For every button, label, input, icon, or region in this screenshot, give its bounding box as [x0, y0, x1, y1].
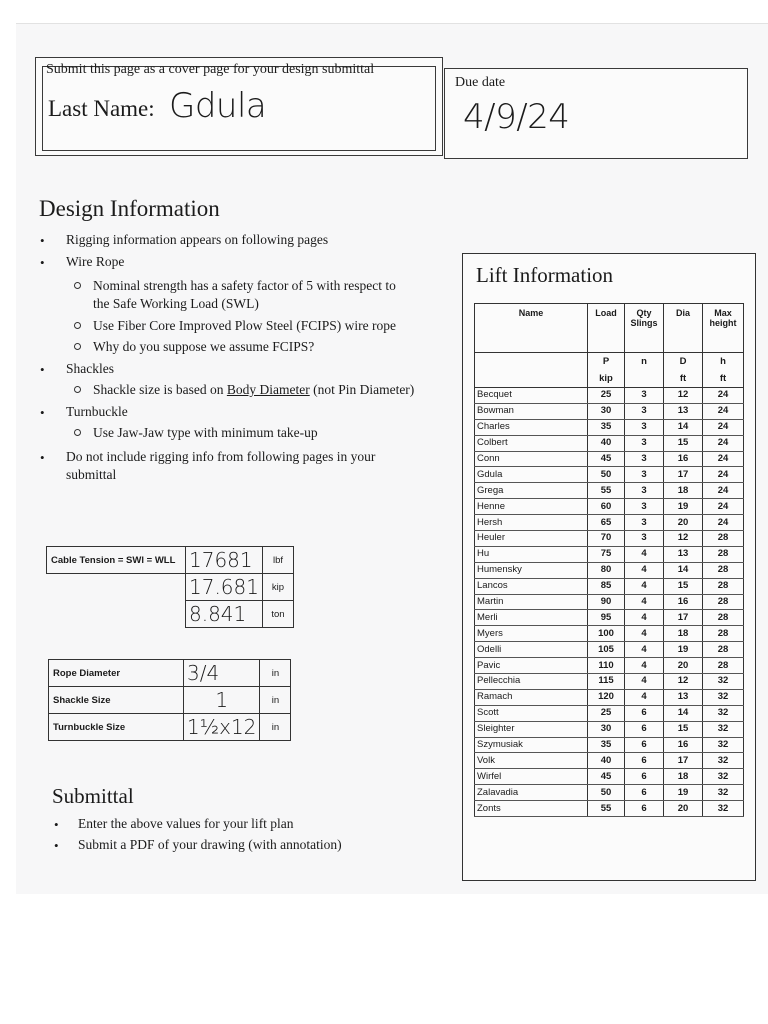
lift-cell-load: 50	[588, 467, 625, 483]
lift-cell-dia: 19	[664, 499, 703, 515]
lift-cell-qty: 3	[625, 419, 664, 435]
lift-cell-dia: 15	[664, 578, 703, 594]
lift-cell-dia: 12	[664, 674, 703, 690]
lift-cell-dia: 12	[664, 388, 703, 404]
lift-cell-qty: 6	[625, 801, 664, 817]
tension-value-lbf: 17681	[186, 547, 263, 574]
lift-cell-name: Charles	[475, 419, 588, 435]
sub-bullet-ring	[74, 429, 81, 436]
submittal-item: Enter the above values for your lift plan	[78, 816, 294, 831]
lift-cell-height: 24	[703, 403, 744, 419]
tension-unit-kip: kip	[262, 574, 293, 601]
bullet-dot: •	[40, 405, 45, 420]
lift-cell-dia: 16	[664, 451, 703, 467]
lift-cell-height: 24	[703, 483, 744, 499]
sub-fcips: Use Fiber Core Improved Plow Steel (FCIPS) wire rope	[93, 318, 396, 333]
sub-bullet-ring	[74, 343, 81, 350]
lift-cell-name: Myers	[475, 626, 588, 642]
lift-cell-qty: 6	[625, 705, 664, 721]
bullet-donot-line2: submittal	[66, 467, 117, 482]
sub-shackle-post: (not Pin Diameter)	[309, 382, 415, 397]
lift-cell-name: Ramach	[475, 689, 588, 705]
table-row	[475, 403, 744, 419]
sub-shackle-underline: Body Diameter	[226, 382, 310, 397]
unit-cell: kip	[588, 371, 625, 388]
bullet-donot-line1: Do not include rigging info from following pages in your	[66, 449, 376, 464]
page-top-border	[16, 23, 768, 24]
design-info-heading: Design Information	[39, 196, 220, 221]
lift-cell-dia: 15	[664, 435, 703, 451]
lift-symbol-row	[475, 353, 744, 372]
submittal-heading: Submittal	[52, 784, 134, 808]
shackle-size-unit: in	[260, 687, 291, 714]
lift-header-max-height: Max height	[703, 304, 744, 353]
lift-cell-height: 32	[703, 801, 744, 817]
lift-cell-name: Heuler	[475, 531, 588, 547]
lift-cell-qty: 4	[625, 594, 664, 610]
lift-cell-load: 90	[588, 594, 625, 610]
lift-cell-qty: 3	[625, 451, 664, 467]
tension-unit-lbf: lbf	[262, 547, 293, 574]
lift-cell-dia: 19	[664, 642, 703, 658]
sub-why-fcips: Why do you suppose we assume FCIPS?	[93, 339, 315, 354]
lift-cell-height: 28	[703, 531, 744, 547]
lift-cell-qty: 3	[625, 403, 664, 419]
unit-cell	[475, 371, 588, 388]
table-row	[475, 642, 744, 658]
unit-cell: ft	[703, 371, 744, 388]
table-row	[475, 721, 744, 737]
lift-cell-qty: 6	[625, 769, 664, 785]
sub-turnbuckle: Use Jaw-Jaw type with minimum take-up	[93, 425, 318, 440]
lift-cell-load: 75	[588, 546, 625, 562]
lift-cell-load: 115	[588, 674, 625, 690]
cable-tension-table	[46, 546, 294, 628]
lift-cell-name: Grega	[475, 483, 588, 499]
lift-info-heading: Lift Information	[476, 263, 614, 287]
due-date-box	[444, 68, 748, 159]
sub-shackle-pre: Shackle size is based on	[93, 382, 227, 397]
table-row	[475, 435, 744, 451]
lift-cell-qty: 3	[625, 515, 664, 531]
lift-cell-load: 55	[588, 801, 625, 817]
lift-cell-height: 28	[703, 626, 744, 642]
lift-cell-load: 60	[588, 499, 625, 515]
table-row	[475, 689, 744, 705]
lift-cell-height: 32	[703, 769, 744, 785]
lift-cell-dia: 13	[664, 403, 703, 419]
lift-cell-dia: 20	[664, 658, 703, 674]
table-row	[475, 451, 744, 467]
lift-cell-dia: 13	[664, 546, 703, 562]
table-row	[475, 483, 744, 499]
lift-cell-dia: 14	[664, 705, 703, 721]
lift-cell-height: 24	[703, 499, 744, 515]
lift-cell-height: 28	[703, 578, 744, 594]
lift-cell-dia: 18	[664, 626, 703, 642]
lift-cell-load: 45	[588, 769, 625, 785]
table-row	[475, 388, 744, 404]
lift-cell-load: 65	[588, 515, 625, 531]
lift-cell-height: 32	[703, 737, 744, 753]
lift-cell-name: Zalavadia	[475, 785, 588, 801]
lift-cell-load: 40	[588, 435, 625, 451]
symbol-cell: h	[703, 353, 744, 372]
lift-cell-height: 32	[703, 674, 744, 690]
turnbuckle-size-label: Turnbuckle Size	[49, 714, 184, 741]
tension-row	[47, 547, 294, 574]
bullet-dot: •	[54, 838, 59, 853]
lift-cell-dia: 17	[664, 753, 703, 769]
lift-cell-dia: 16	[664, 594, 703, 610]
lift-cell-height: 28	[703, 658, 744, 674]
lift-cell-load: 120	[588, 689, 625, 705]
lift-cell-qty: 6	[625, 721, 664, 737]
symbol-cell: D	[664, 353, 703, 372]
lift-cell-dia: 19	[664, 785, 703, 801]
lift-info-table	[474, 303, 744, 817]
lift-cell-height: 32	[703, 785, 744, 801]
bullet-rigging: Rigging information appears on following pages	[66, 232, 329, 247]
lift-cell-name: Scott	[475, 705, 588, 721]
lift-cell-dia: 15	[664, 721, 703, 737]
lift-cell-load: 35	[588, 419, 625, 435]
lift-header-name: Name	[475, 304, 588, 353]
table-row	[475, 594, 744, 610]
lift-cell-name: Szymusiak	[475, 737, 588, 753]
table-row	[475, 419, 744, 435]
lift-cell-height: 32	[703, 705, 744, 721]
symbol-cell: n	[625, 353, 664, 372]
bullet-turnbuckle: Turnbuckle	[66, 404, 128, 419]
lift-cell-dia: 20	[664, 801, 703, 817]
lift-cell-qty: 3	[625, 388, 664, 404]
lift-cell-qty: 4	[625, 546, 664, 562]
tension-row	[47, 601, 294, 628]
sizes-table	[48, 659, 291, 741]
lift-cell-height: 24	[703, 388, 744, 404]
lift-table-body	[475, 353, 744, 817]
lift-unit-row	[475, 371, 744, 388]
table-row	[475, 499, 744, 515]
lift-cell-dia: 20	[664, 515, 703, 531]
rope-diameter-unit: in	[260, 660, 291, 687]
tension-value-ton: 8.841	[186, 601, 263, 628]
lift-cell-load: 25	[588, 388, 625, 404]
lift-cell-load: 45	[588, 451, 625, 467]
lift-cell-name: Odelli	[475, 642, 588, 658]
lift-cell-dia: 16	[664, 737, 703, 753]
tension-unit-ton: ton	[262, 601, 293, 628]
lift-cell-load: 100	[588, 626, 625, 642]
lift-cell-load: 30	[588, 403, 625, 419]
cover-instruction: Submit this page as a cover page for your design submittal	[46, 62, 375, 77]
lift-cell-dia: 12	[664, 531, 703, 547]
lift-cell-load: 50	[588, 785, 625, 801]
lift-cell-qty: 4	[625, 562, 664, 578]
bullet-dot: •	[40, 233, 45, 248]
lift-cell-name: Henne	[475, 499, 588, 515]
lift-cell-qty: 3	[625, 483, 664, 499]
lift-header-qty: Qty Slings	[625, 304, 664, 353]
sub-bullet-ring	[74, 386, 81, 393]
lift-cell-name: Martin	[475, 594, 588, 610]
lift-cell-load: 80	[588, 562, 625, 578]
unit-cell	[625, 371, 664, 388]
lift-cell-height: 32	[703, 721, 744, 737]
sub-nominal-line1: Nominal strength has a safety factor of 5 with respect to	[93, 278, 396, 293]
lift-cell-name: Bowman	[475, 403, 588, 419]
lift-cell-qty: 4	[625, 674, 664, 690]
lift-cell-qty: 6	[625, 737, 664, 753]
lift-cell-qty: 4	[625, 610, 664, 626]
lift-cell-load: 25	[588, 705, 625, 721]
lift-header-row	[475, 304, 744, 353]
lift-cell-dia: 17	[664, 610, 703, 626]
lift-cell-load: 40	[588, 753, 625, 769]
lift-cell-load: 110	[588, 658, 625, 674]
symbol-cell: P	[588, 353, 625, 372]
bullet-shackles: Shackles	[66, 361, 114, 376]
bullet-dot: •	[40, 450, 45, 465]
rope-diameter-value: 3/4	[184, 660, 260, 687]
due-date-value: 4/9/24	[463, 97, 570, 137]
sub-nominal-line2: the Safe Working Load (SWL)	[93, 296, 259, 311]
submittal-item: Submit a PDF of your drawing (with annotation)	[78, 837, 342, 852]
lift-cell-height: 28	[703, 610, 744, 626]
lift-cell-name: Hersh	[475, 515, 588, 531]
due-date-label: Due date	[455, 75, 506, 90]
turnbuckle-size-unit: in	[260, 714, 291, 741]
lift-cell-qty: 3	[625, 435, 664, 451]
size-row	[49, 660, 291, 687]
tension-row	[47, 574, 294, 601]
lift-cell-name: Hu	[475, 546, 588, 562]
table-row	[475, 578, 744, 594]
lift-cell-qty: 6	[625, 753, 664, 769]
lift-cell-dia: 13	[664, 689, 703, 705]
table-row	[475, 769, 744, 785]
table-row	[475, 610, 744, 626]
bullet-dot: •	[54, 817, 59, 832]
lift-cell-load: 35	[588, 737, 625, 753]
lift-cell-name: Gdula	[475, 467, 588, 483]
lift-cell-dia: 14	[664, 562, 703, 578]
table-row	[475, 737, 744, 753]
lift-cell-dia: 17	[664, 467, 703, 483]
symbol-cell	[475, 353, 588, 372]
sub-bullet-ring	[74, 322, 81, 329]
shackle-size-value: 1	[184, 687, 260, 714]
table-row	[475, 515, 744, 531]
lift-cell-qty: 4	[625, 689, 664, 705]
rope-diameter-label: Rope Diameter	[49, 660, 184, 687]
last-name-label: Last Name:	[48, 96, 155, 121]
lift-cell-name: Merli	[475, 610, 588, 626]
cover-box	[35, 57, 443, 156]
table-row	[475, 705, 744, 721]
last-name-value: Gdula	[169, 86, 267, 126]
lift-cell-name: Sleighter	[475, 721, 588, 737]
lift-cell-name: Colbert	[475, 435, 588, 451]
lift-cell-name: Pellecchia	[475, 674, 588, 690]
lift-cell-dia: 18	[664, 769, 703, 785]
table-row	[475, 626, 744, 642]
table-row	[475, 531, 744, 547]
lift-cell-name: Wirfel	[475, 769, 588, 785]
lift-cell-load: 105	[588, 642, 625, 658]
bullet-dot: •	[40, 255, 45, 270]
lift-cell-name: Zonts	[475, 801, 588, 817]
lift-cell-height: 28	[703, 546, 744, 562]
lift-cell-qty: 3	[625, 467, 664, 483]
lift-cell-load: 95	[588, 610, 625, 626]
lift-cell-load: 30	[588, 721, 625, 737]
lift-cell-name: Pavic	[475, 658, 588, 674]
lift-cell-name: Volk	[475, 753, 588, 769]
lift-cell-qty: 4	[625, 578, 664, 594]
lift-cell-name: Lancos	[475, 578, 588, 594]
lift-cell-height: 24	[703, 419, 744, 435]
bullet-dot: •	[40, 362, 45, 377]
lift-cell-height: 24	[703, 467, 744, 483]
lift-cell-dia: 14	[664, 419, 703, 435]
lift-header-dia: Dia	[664, 304, 703, 353]
table-row	[475, 753, 744, 769]
table-row	[475, 467, 744, 483]
tension-label: Cable Tension = SWl = WLL	[47, 547, 186, 574]
unit-cell: ft	[664, 371, 703, 388]
sub-shackle	[93, 381, 414, 399]
table-row	[475, 658, 744, 674]
lift-cell-qty: 4	[625, 626, 664, 642]
lift-cell-load: 55	[588, 483, 625, 499]
lift-cell-height: 24	[703, 435, 744, 451]
table-row	[475, 785, 744, 801]
lift-cell-name: Humensky	[475, 562, 588, 578]
size-row	[49, 687, 291, 714]
lift-cell-load: 70	[588, 531, 625, 547]
lift-cell-qty: 6	[625, 785, 664, 801]
lift-cell-height: 32	[703, 753, 744, 769]
lift-cell-height: 28	[703, 562, 744, 578]
lift-header-load: Load	[588, 304, 625, 353]
size-row	[49, 714, 291, 741]
sub-bullet-ring	[74, 282, 81, 289]
table-row	[475, 801, 744, 817]
turnbuckle-size-value: 1½x12	[184, 714, 260, 741]
lift-cell-qty: 4	[625, 642, 664, 658]
lift-cell-dia: 18	[664, 483, 703, 499]
lift-cell-qty: 4	[625, 658, 664, 674]
table-row	[475, 546, 744, 562]
lift-cell-height: 32	[703, 689, 744, 705]
shackle-size-label: Shackle Size	[49, 687, 184, 714]
table-row	[475, 674, 744, 690]
lift-cell-height: 28	[703, 642, 744, 658]
lift-cell-qty: 3	[625, 499, 664, 515]
lift-cell-height: 24	[703, 515, 744, 531]
tension-value-kip: 17.681	[186, 574, 263, 601]
lift-cell-name: Becquet	[475, 388, 588, 404]
lift-cell-load: 85	[588, 578, 625, 594]
lift-cell-qty: 3	[625, 531, 664, 547]
lift-cell-name: Conn	[475, 451, 588, 467]
lift-cell-height: 28	[703, 594, 744, 610]
table-row	[475, 562, 744, 578]
bullet-wire-rope: Wire Rope	[66, 254, 125, 269]
lift-cell-height: 24	[703, 451, 744, 467]
